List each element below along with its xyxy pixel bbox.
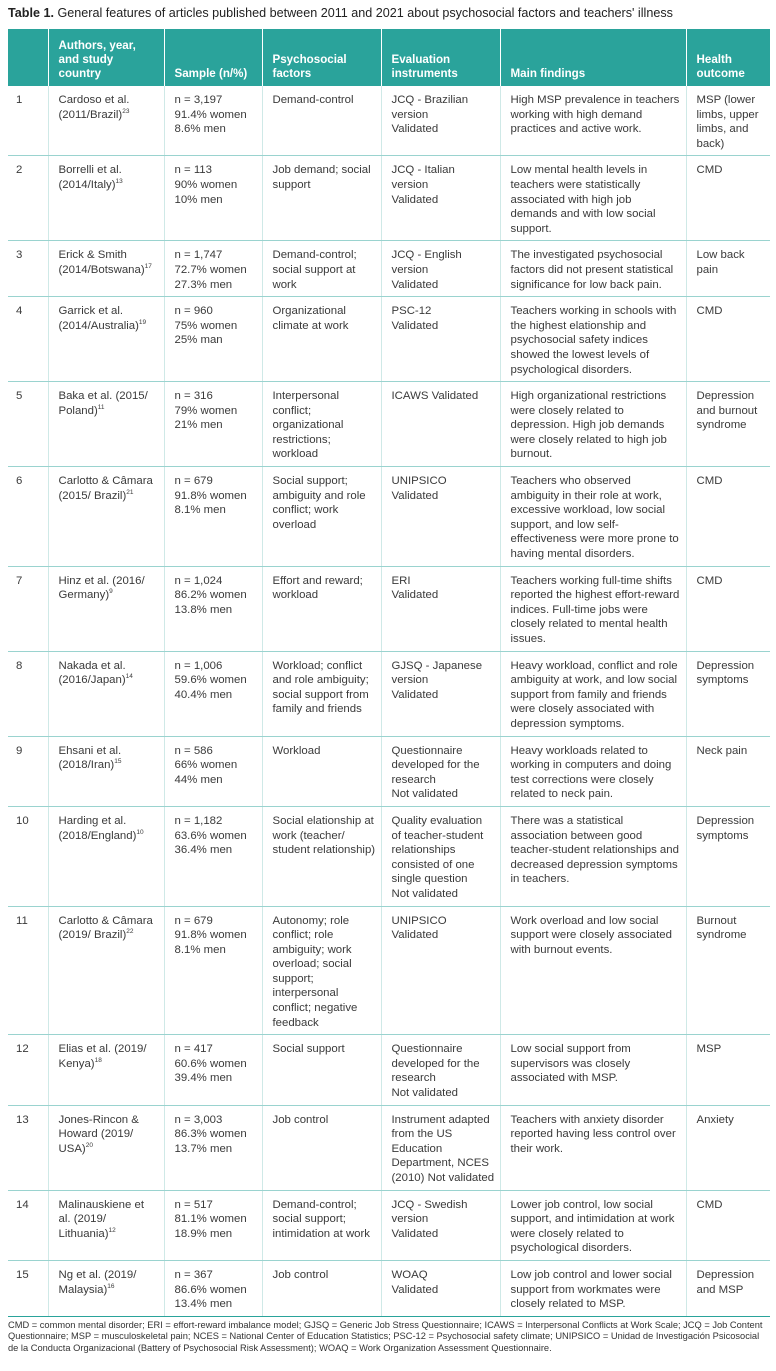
table-row [8,736,770,806]
sample-line: 39.4% men [174,1072,233,1085]
table-row [8,156,770,241]
psychosocial-factors-cell: Organizational climate at work [262,297,381,382]
sample-line: 75% women [174,319,238,332]
psychosocial-factors-cell: Social support; ambiguity and role conflict; work overload [262,467,381,567]
reference-number: 21 [126,488,134,496]
authors-cell [48,241,164,297]
table-row [8,382,770,467]
health-outcome-cell: CMD [686,297,770,382]
instrument-line: Instrument adapted from the US Education Department, NCES (2010) Not validated [391,1113,495,1184]
articles-table-wrapper [8,29,770,1317]
sample-line: 91.8% women [174,929,247,942]
sample-line: 66% women [174,759,238,772]
evaluation-instrument-cell [381,156,500,241]
evaluation-instrument-cell [381,651,500,736]
authors-cell [48,86,164,156]
sample-cell [164,382,262,467]
main-findings-cell: Heavy workload, conflict and role ambiguity at work, and low social support from family and friends were closely associated with depression symptoms. [500,651,686,736]
instrument-line: Validated [391,193,439,206]
evaluation-instrument-cell [381,297,500,382]
author-citation: Ehsani et al. (2018/Iran) [58,744,122,772]
instrument-line: GJSQ - Japanese version [391,659,483,687]
main-findings-cell: Lower job control, low social support, and intimidation at work were closely related to psychological disorders. [500,1190,686,1260]
sample-line: n = 586 [174,744,213,757]
header-health-outcome: Health outcome [696,53,745,80]
table-row [8,1190,770,1260]
psychosocial-factors-cell: Effort and reward; workload [262,566,381,651]
table-row [8,1105,770,1190]
reference-number: 17 [144,263,152,271]
psychosocial-factors-cell: Job control [262,1105,381,1190]
sample-cell [164,156,262,241]
psychosocial-factors-cell: Workload; conflict and role ambiguity; social support from family and friends [262,651,381,736]
sample-line: 91.8% women [174,489,247,502]
sample-line: 13.8% men [174,603,233,616]
authors-cell [48,156,164,241]
instrument-line: Not validated [391,1087,458,1100]
health-outcome-cell: CMD [686,156,770,241]
sample-line: 72.7% women [174,263,247,276]
health-outcome-cell: MSP [686,1035,770,1105]
authors-cell [48,297,164,382]
authors-cell [48,1105,164,1190]
authors-cell [48,736,164,806]
psychosocial-factors-cell: Demand-control; social support; intimidation at work [262,1190,381,1260]
sample-line: n = 1,747 [174,249,223,262]
psychosocial-factors-cell: Workload [262,736,381,806]
sample-line: 86.6% women [174,1283,247,1296]
authors-cell [48,1190,164,1260]
psychosocial-factors-cell: Job control [262,1260,381,1316]
instrument-line: ICAWS Validated [391,390,479,403]
main-findings-cell: Teachers working full-time shifts reported the highest effort-reward indices. Full-time jobs were closely related to mental health issues. [500,566,686,651]
sample-line: 8.1% men [174,943,226,956]
sample-line: 60.6% women [174,1057,247,1070]
instrument-line: PSC-12 [391,305,432,318]
instrument-line: Validated [391,489,439,502]
reference-number: 10 [136,828,144,836]
instrument-line: JCQ - English version [391,249,462,276]
evaluation-instrument-cell [381,906,500,1035]
sample-cell [164,651,262,736]
sample-cell [164,906,262,1035]
sample-cell [164,1105,262,1190]
sample-line: n = 417 [174,1043,213,1056]
row-number-cell: 10 [8,806,48,906]
row-number-cell: 8 [8,651,48,736]
sample-line: n = 3,003 [174,1113,223,1126]
sample-line: n = 517 [174,1198,213,1211]
instrument-line: Validated [391,688,439,701]
instrument-line: ERI [391,574,411,587]
row-number-cell: 1 [8,86,48,156]
main-findings-cell: Work overload and low social support were closely associated with burnout events. [500,906,686,1035]
instrument-line: Validated [391,319,439,332]
evaluation-instrument-cell [381,1035,500,1105]
author-citation: Borrelli et al. (2014/Italy) [58,164,122,191]
author-citation: Carlotto & Câmara (2019/ Brazil) [58,914,153,942]
reference-number: 12 [108,1226,116,1234]
authors-cell [48,651,164,736]
psychosocial-factors-cell: Job demand; social support [262,156,381,241]
author-citation: Nakada et al. (2016/Japan) [58,659,126,687]
sample-line: 81.1% women [174,1213,247,1226]
header-psychosocial-factors: Psychosocial factors [262,29,381,86]
psychosocial-factors-cell: Demand-control; social support at work [262,241,381,297]
main-findings-cell: Teachers with anxiety disorder reported having less control over their work. [500,1105,686,1190]
author-citation: Jones-Rincon & Howard (2019/ USA) [58,1113,139,1155]
instrument-line: JCQ - Brazilian version [391,94,469,121]
evaluation-instrument-cell [381,566,500,651]
psychosocial-factors-cell: Social elationship at work (teacher/ student relationship) [262,806,381,906]
sample-line: 86.2% women [174,589,247,602]
sample-cell [164,736,262,806]
authors-cell [48,467,164,567]
authors-cell [48,566,164,651]
authors-cell [48,906,164,1035]
health-outcome-cell: Neck pain [686,736,770,806]
sample-line: n = 679 [174,914,213,927]
table-row [8,1260,770,1316]
row-number-cell: 4 [8,297,48,382]
main-findings-cell: The investigated psychosocial factors did not present statistical significance for low back pain. [500,241,686,297]
instrument-line: UNIPSICO [391,475,447,488]
instrument-line: Quality evaluation of teacher-student relationships consisted of one single question [391,814,484,886]
sample-cell [164,467,262,567]
sample-line: n = 1,006 [174,659,223,672]
sample-line: 27.3% men [174,278,233,291]
reference-number: 22 [126,928,134,936]
row-number-cell: 5 [8,382,48,467]
health-outcome-cell: Depression symptoms [686,651,770,736]
table-row [8,566,770,651]
main-findings-cell: Low mental health levels in teachers were statistically associated with high job demands and with low social support. [500,156,686,241]
sample-line: 59.6% women [174,674,247,687]
evaluation-instrument-cell [381,86,500,156]
main-findings-cell: High organizational restrictions were closely related to depression. High job demands were closely related to high job burnout. [500,382,686,467]
sample-line: 90% women [174,178,238,191]
author-citation: Harding et al. (2018/England) [58,814,137,842]
sample-line: n = 316 [174,390,213,403]
reference-number: 16 [107,1282,115,1290]
table-footnote: CMD = common mental disorder; ERI = effort-reward imbalance model; GJSQ = Generic Job Stress Questionnaire; ICAWS = Interpersonal Conflicts at Work Scale; JCQ = Job Content Questionnaire; MSP = musculoskeletal pain; NCES = National Center of Education Statistics; PSC-12 = Psychosocial safety climate; UNIPSICO = Unidad de Investigación Psicosocial de la Conducta Organizacional (Battery of Psychosocial Risk Assessment); WOAQ = Work Organization Assessment Questionnaire. [8,1316,770,1354]
sample-cell [164,1190,262,1260]
authors-cell [48,382,164,467]
author-citation: Baka et al. (2015/ Poland) [58,390,148,417]
main-findings-cell: Teachers working in schools with the highest elationship and psychosocial safety indices showed the lowest levels of psychological disorders. [500,297,686,382]
author-citation: Erick & Smith (2014/Botswana) [58,249,145,276]
main-findings-cell: Teachers who observed ambiguity in their role at work, excessive workload, low social support, and low self-effectiveness were more prone to having mental disorders. [500,467,686,567]
header-number [8,29,48,86]
instrument-line: UNIPSICO [391,914,447,927]
row-number-cell: 12 [8,1035,48,1105]
health-outcome-cell: CMD [686,566,770,651]
authors-cell [48,806,164,906]
health-outcome-cell: Burnout syndrome [686,906,770,1035]
sample-line: n = 960 [174,305,213,318]
psychosocial-factors-cell: Autonomy; role conflict; role ambiguity; work overload; social support; interpersonal conflict; negative feedback [262,906,381,1035]
sample-line: 21% men [174,419,223,432]
table-caption-label: Table 1. [8,6,54,20]
psychosocial-factors-cell: Social support [262,1035,381,1105]
author-citation: Elias et al. (2019/ Kenya) [58,1043,147,1070]
sample-line: 13.7% men [174,1142,233,1155]
authors-cell [48,1035,164,1105]
evaluation-instrument-cell [381,467,500,567]
table-row [8,651,770,736]
psychosocial-factors-cell: Interpersonal conflict; organizational restrictions; workload [262,382,381,467]
table-row [8,241,770,297]
articles-table [8,29,770,1317]
row-number-cell: 6 [8,467,48,567]
instrument-line: Validated [391,123,439,136]
reference-number: 20 [85,1142,93,1150]
table-row [8,86,770,156]
sample-line: 44% men [174,773,223,786]
row-number-cell: 14 [8,1190,48,1260]
authors-cell [48,1260,164,1316]
header-evaluation-instruments: Evaluation instruments [381,29,500,86]
author-citation: Carlotto & Câmara (2015/ Brazil) [58,475,153,502]
sample-line: 25% man [174,334,223,347]
main-findings-cell: High MSP prevalence in teachers working with high demand practices and active work. [500,86,686,156]
table-row [8,1035,770,1105]
health-outcome-cell: CMD [686,1190,770,1260]
health-outcome-cell: MSP (lower limbs, upper limbs, and back) [686,86,770,156]
health-outcome-cell: Anxiety [686,1105,770,1190]
evaluation-instrument-cell [381,1190,500,1260]
main-findings-cell: There was a statistical association between good teacher-student relationships and decreased depression symptoms in teachers. [500,806,686,906]
sample-line: 63.6% women [174,829,247,842]
row-number-cell: 11 [8,906,48,1035]
row-number-cell: 9 [8,736,48,806]
sample-cell [164,1260,262,1316]
instrument-line: Questionnaire developed for the research [391,744,480,786]
health-outcome-cell: Low back pain [686,241,770,297]
main-findings-cell: Low job control and lower social support from workmates were closely related to MSP. [500,1260,686,1316]
main-findings-cell: Heavy workloads related to working in computers and doing test corrections were closely related to neck pain. [500,736,686,806]
row-number-cell: 15 [8,1260,48,1316]
evaluation-instrument-cell [381,241,500,297]
sample-line: 13.4% men [174,1298,233,1311]
reference-number: 18 [94,1057,102,1065]
table-caption [8,5,768,23]
author-citation: Hinz et al. (2016/ Germany) [58,574,145,602]
header-sample: Sample (n/%) [164,29,262,86]
instrument-line: Not validated [391,788,458,801]
sample-cell [164,566,262,651]
evaluation-instrument-cell [381,1260,500,1316]
instrument-line: Validated [391,929,439,942]
row-number-cell: 7 [8,566,48,651]
evaluation-instrument-cell [381,1105,500,1190]
sample-cell [164,1035,262,1105]
sample-line: n = 1,024 [174,574,223,587]
evaluation-instrument-cell [381,382,500,467]
author-citation: Malinauskiene et al. (2019/ Lithuania) [58,1198,144,1240]
sample-line: 36.4% men [174,844,233,857]
row-number-cell: 3 [8,241,48,297]
reference-number: 23 [122,107,130,115]
header-row [8,29,770,86]
health-outcome-cell: Depression and MSP [686,1260,770,1316]
health-outcome-cell: Depression symptoms [686,806,770,906]
author-citation: Cardoso et al. (2011/Brazil) [58,94,130,121]
reference-number: 15 [114,758,122,766]
main-findings-cell: Low social support from supervisors was closely associated with MSP. [500,1035,686,1105]
table-caption-text: General features of articles published between 2011 and 2021 about psychosocial factors and teachers' illness [57,6,673,20]
reference-number: 11 [97,403,105,411]
header-authors: Authors, year, and study country [48,29,164,86]
sample-line: 18.9% men [174,1227,233,1240]
instrument-line: Validated [391,1283,439,1296]
table-row [8,806,770,906]
table-body [8,86,770,1316]
reference-number: 9 [109,588,113,596]
sample-line: 10% men [174,193,223,206]
table-row [8,906,770,1035]
instrument-line: JCQ - Italian version [391,164,455,191]
health-outcome-cell: Depression and burnout syndrome [686,382,770,467]
sample-line: n = 113 [174,164,212,177]
reference-number: 13 [115,178,123,186]
sample-line: 8.6% men [174,123,226,136]
table-row [8,467,770,567]
sample-cell [164,241,262,297]
author-citation: Garrick et al. (2014/Australia) [58,305,139,332]
health-outcome-cell: CMD [686,467,770,567]
sample-line: 86.3% women [174,1128,247,1141]
evaluation-instrument-cell [381,806,500,906]
row-number-cell: 2 [8,156,48,241]
sample-line: 91.4% women [174,108,247,121]
reference-number: 19 [138,318,147,326]
sample-cell [164,86,262,156]
sample-line: n = 367 [174,1268,213,1281]
header-main-findings: Main findings [500,29,686,86]
instrument-line: Not validated [391,887,458,900]
evaluation-instrument-cell [381,736,500,806]
instrument-line: WOAQ [391,1268,428,1281]
instrument-line: Questionnaire developed for the research [391,1043,480,1085]
table-header [8,29,770,86]
sample-cell [164,297,262,382]
row-number-cell: 13 [8,1105,48,1190]
sample-line: n = 679 [174,475,213,488]
reference-number: 14 [125,673,133,681]
sample-line: n = 3,197 [174,94,223,106]
table-row [8,297,770,382]
instrument-line: Validated [391,589,439,602]
sample-line: 79% women [174,404,238,417]
instrument-line: JCQ - Swedish version [391,1198,468,1226]
sample-cell [164,806,262,906]
author-citation: Ng et al. (2019/ Malaysia) [58,1268,137,1296]
sample-line: 40.4% men [174,688,233,701]
psychosocial-factors-cell: Demand-control [262,86,381,156]
instrument-line: Validated [391,1227,439,1240]
instrument-line: Validated [391,278,439,291]
sample-line: 8.1% men [174,504,226,517]
sample-line: n = 1,182 [174,814,223,827]
